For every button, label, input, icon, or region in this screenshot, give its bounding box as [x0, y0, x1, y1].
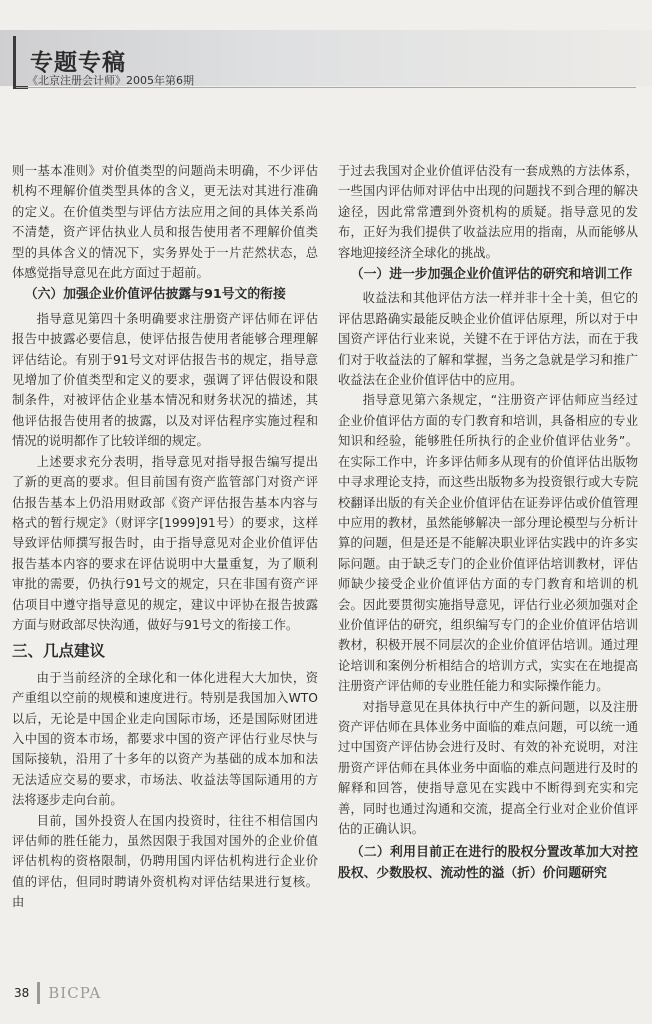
header-divider — [16, 87, 636, 88]
footer-divider — [37, 982, 40, 1004]
paragraph: 指导意见第四十条明确要求注册资产评估师在评估报告中披露必要信息，使评估报告使用者能够合理理解评估结论。有别于91号文对评估报告书的规定，指导意见增加了价值类型和定义的要求，强调了评估假设和限制条件，对被评估企业基本情况和财务状况的描述，其他评估报告使用者的披露，以及对评估程序实施过程和情况的说明都作了比较详细的规定。 — [12, 311, 318, 449]
subheading: （一）进一步加强企业价值评估的研究和培训工作 — [350, 267, 633, 283]
paragraph: 于过去我国对企业价值评估没有一套成熟的方法体系，一些国内评估师对评估中出现的问题找不到合理的解决途径，因此常常遭到外资机构的质疑。指导意见的发布，正好为我们提供了收益法应用的指南，从而能够从容地迎接经济全球化的挑战。 — [338, 164, 638, 260]
paragraph: 则一基本准则》对价值类型的问题尚未明确，不少评估机构不理解价值类型具体的含义，更无法对其进行准确的定义。在价值类型与评估方法应用之间的具体关系尚不清楚，资产评估执业人员和报告使用者不理解价值类型的具体含义的情况下，实务界处于一片茫然状态，总体感觉指导意见在此方面过于超前。 — [12, 164, 318, 281]
header-bracket-decoration — [13, 36, 28, 89]
paragraph: 对指导意见在具体执行中产生的新问题，以及注册资产评估师在具体业务中面临的难点问题，可以统一通过中国资产评估协会进行及时、有效的补充说明，对注册资产评估师在具体业务中面临的难点问题进行及时的解释和回答，使指导意见在实践中不断得到充实和完善，同时也通过沟通和交流，提高全行业对企业价值评估的正确认识。 — [338, 699, 638, 836]
paragraph: 收益法和其他评估方法一样并非十全十美，但它的评估思路确实最能反映企业价值评估原理，所以对于中国资产评估行业来说，关键不在于评估方法，而在于我们对于收益法的了解和掌握，当务之急就是学习和推广收益法在企业价值评估中的应用。 — [338, 291, 638, 388]
journal-info: 《北京注册会计师》2005年第6期 — [27, 74, 194, 87]
paragraph: 上述要求充分表明，指导意见对指导报告编写提出了新的更高的要求。但目前国有资产监管部门对资产评估报告基本上仍沿用财政部《资产评估报告基本内容与格式的暂行规定》（财评字[1999]91号）的要求，这样导致评估师撰写报告时，由于指导意见对企业价值评估报告基本内容的要求在评估说明中大量重复，为了顺利审批的需要，仍执行91号文的规定，只在非国有资产评估项目中遵守指导意见的规定，建议中评协在报告披露方面与财政部尽快沟通，做好与91号文的衔接工作。 — [12, 454, 318, 632]
paragraph: 指导意见第六条规定，“注册资产评估师应当经过企业价值评估方面的专门教育和培训，具备相应的专业知识和经验，能够胜任所执行的企业价值评估业务”。在实际工作中，许多评估师多从现有的价值评估出版物中寻求理论支持，而这些出版物多为投资银行或大专院校翻译出版的有关企业价值评估在证券评估或价值管理中应用的教材，虽然能够解决一部分理论模型与分析计算的问题，但是还是不能解决职业评估实践中的许多实际问题。由于缺乏专门的企业价值评估培训教材，评估师缺少接受企业价值评估方面的专门教育和培训的机会。因此要贯彻实施指导意见，评估行业必须加强对企业价值评估的研究，组织编写专门的企业价值评估培训教材，积极开展不同层次的企业价值评估培训。通过理论培训和案例分析相结合的培训方式，实实在在地提高注册资产评估师的专业胜任能力和实际操作能力。 — [338, 393, 638, 694]
subheading: （二）利用目前正在进行的股权分置改革加大对控股权、少数股权、流动性的溢（折）价问题研究 — [338, 845, 638, 882]
right-column — [338, 161, 638, 884]
page-footer — [14, 982, 101, 1004]
paragraph: 目前，国外投资人在国内投资时，往往不相信国内评估师的胜任能力，虽然因限于我国对国外的企业价值评估机构的资格限制，仍聘用国内评估机构进行企业价值的评估，但同时聘请外资机构对评估结果进行复核。由 — [12, 813, 318, 910]
section-title: 专题专稿 — [30, 50, 126, 76]
section-heading: 三、几点建议 — [12, 642, 106, 661]
brand-logo-text: BICPA — [48, 984, 102, 1002]
paragraph: 由于当前经济的全球化和一体化进程大大加快，资产重组以空前的规模和速度进行。特别是我国加入WTO以后，无论是中国企业走向国际市场，还是国际财团进入中国的资本市场，都要求中国的资产评估行业尽快与国际接轨，沿用了十多年的以资产为基础的成本加和法无法适应交易的要求，市场法、收益法等国际通用的方法将逐步走向台前。 — [12, 670, 318, 808]
page-number: 38 — [14, 986, 30, 1000]
left-column — [12, 161, 318, 913]
subheading: （六）加强企业价值评估披露与91号文的衔接 — [24, 287, 286, 303]
